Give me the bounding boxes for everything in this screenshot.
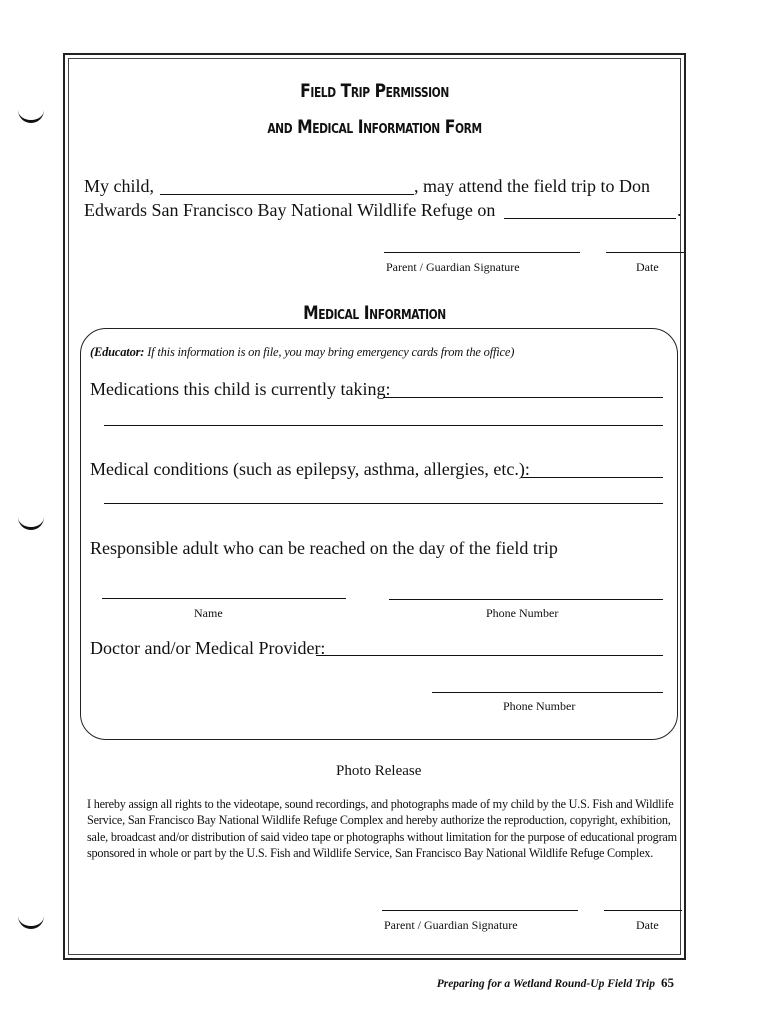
child-name-field[interactable]	[160, 194, 414, 195]
release-date-label: Date	[636, 918, 659, 932]
release-signature-label: Parent / Guardian Signature	[384, 918, 518, 932]
end-punctuation: .	[677, 200, 682, 220]
form-title-line2: and Medical Information Form	[267, 116, 482, 138]
name-label: Name	[194, 606, 223, 620]
binder-hole-mark	[18, 515, 44, 530]
conditions-field-line2[interactable]	[104, 503, 663, 504]
location-text: Edwards San Francisco Bay National Wildlife Refuge on	[84, 200, 496, 220]
page-footer	[437, 975, 674, 991]
responsible-name-field[interactable]	[102, 598, 346, 599]
footer-caption: Preparing for a Wetland Round-Up Field Trip	[436, 978, 655, 990]
medications-label: Medications this child is currently taking:	[90, 379, 391, 399]
release-date-field[interactable]	[604, 910, 682, 911]
doctor-phone-field[interactable]	[432, 692, 663, 693]
responsible-adult-label: Responsible adult who can be reached on the day of the field trip	[90, 538, 558, 558]
photo-release-heading: Photo Release	[336, 763, 422, 779]
conditions-field[interactable]	[521, 477, 663, 478]
page-number: 65	[661, 975, 674, 990]
educator-note	[90, 345, 514, 360]
medications-field-line2[interactable]	[104, 425, 663, 426]
date-label: Date	[636, 260, 659, 274]
medical-heading: Medical Information	[303, 302, 446, 324]
phone-number-label: Phone Number	[486, 606, 559, 620]
responsible-phone-field[interactable]	[389, 599, 663, 600]
parent-signature-field[interactable]	[384, 252, 580, 253]
signature-label: Parent / Guardian Signature	[386, 260, 520, 274]
binder-hole-mark	[18, 914, 44, 929]
educator-note-bold: (Educator:	[90, 345, 145, 359]
child-prefix-text: My child,	[84, 176, 154, 196]
conditions-label: Medical conditions (such as epilepsy, asthma, allergies, etc.):	[90, 459, 530, 479]
trip-date-field[interactable]	[504, 218, 676, 219]
medications-field[interactable]	[383, 397, 663, 398]
child-suffix-text: , may attend the field trip to Don	[414, 176, 650, 196]
release-signature-field[interactable]	[382, 910, 578, 911]
doctor-field[interactable]	[316, 655, 663, 656]
doctor-label: Doctor and/or Medical Provider:	[90, 638, 326, 658]
binder-hole-mark	[18, 108, 44, 123]
educator-note-rest: If this information is on file, you may bring emergency cards from the office)	[144, 345, 515, 359]
signature-date-field[interactable]	[606, 252, 684, 253]
photo-release-text: I hereby assign all rights to the videotape, sound recordings, and photographs made of my child by the U.S. Fish and Wildlife Service, San Francisco Bay National Wildlife Refuge Complex and hereby authorize the reproduction, copyright, exhibition, sale, broadcast and/or distribution of said video tape or photographs without limitation for the purpose of educational program sponsored in whole or part by the U.S. Fish and Wildlife Service, San Francisco Bay National Wildlife Refuge Complex.	[87, 797, 677, 861]
doctor-phone-label: Phone Number	[503, 699, 576, 713]
form-title-line1: Field Trip Permission	[300, 80, 449, 102]
